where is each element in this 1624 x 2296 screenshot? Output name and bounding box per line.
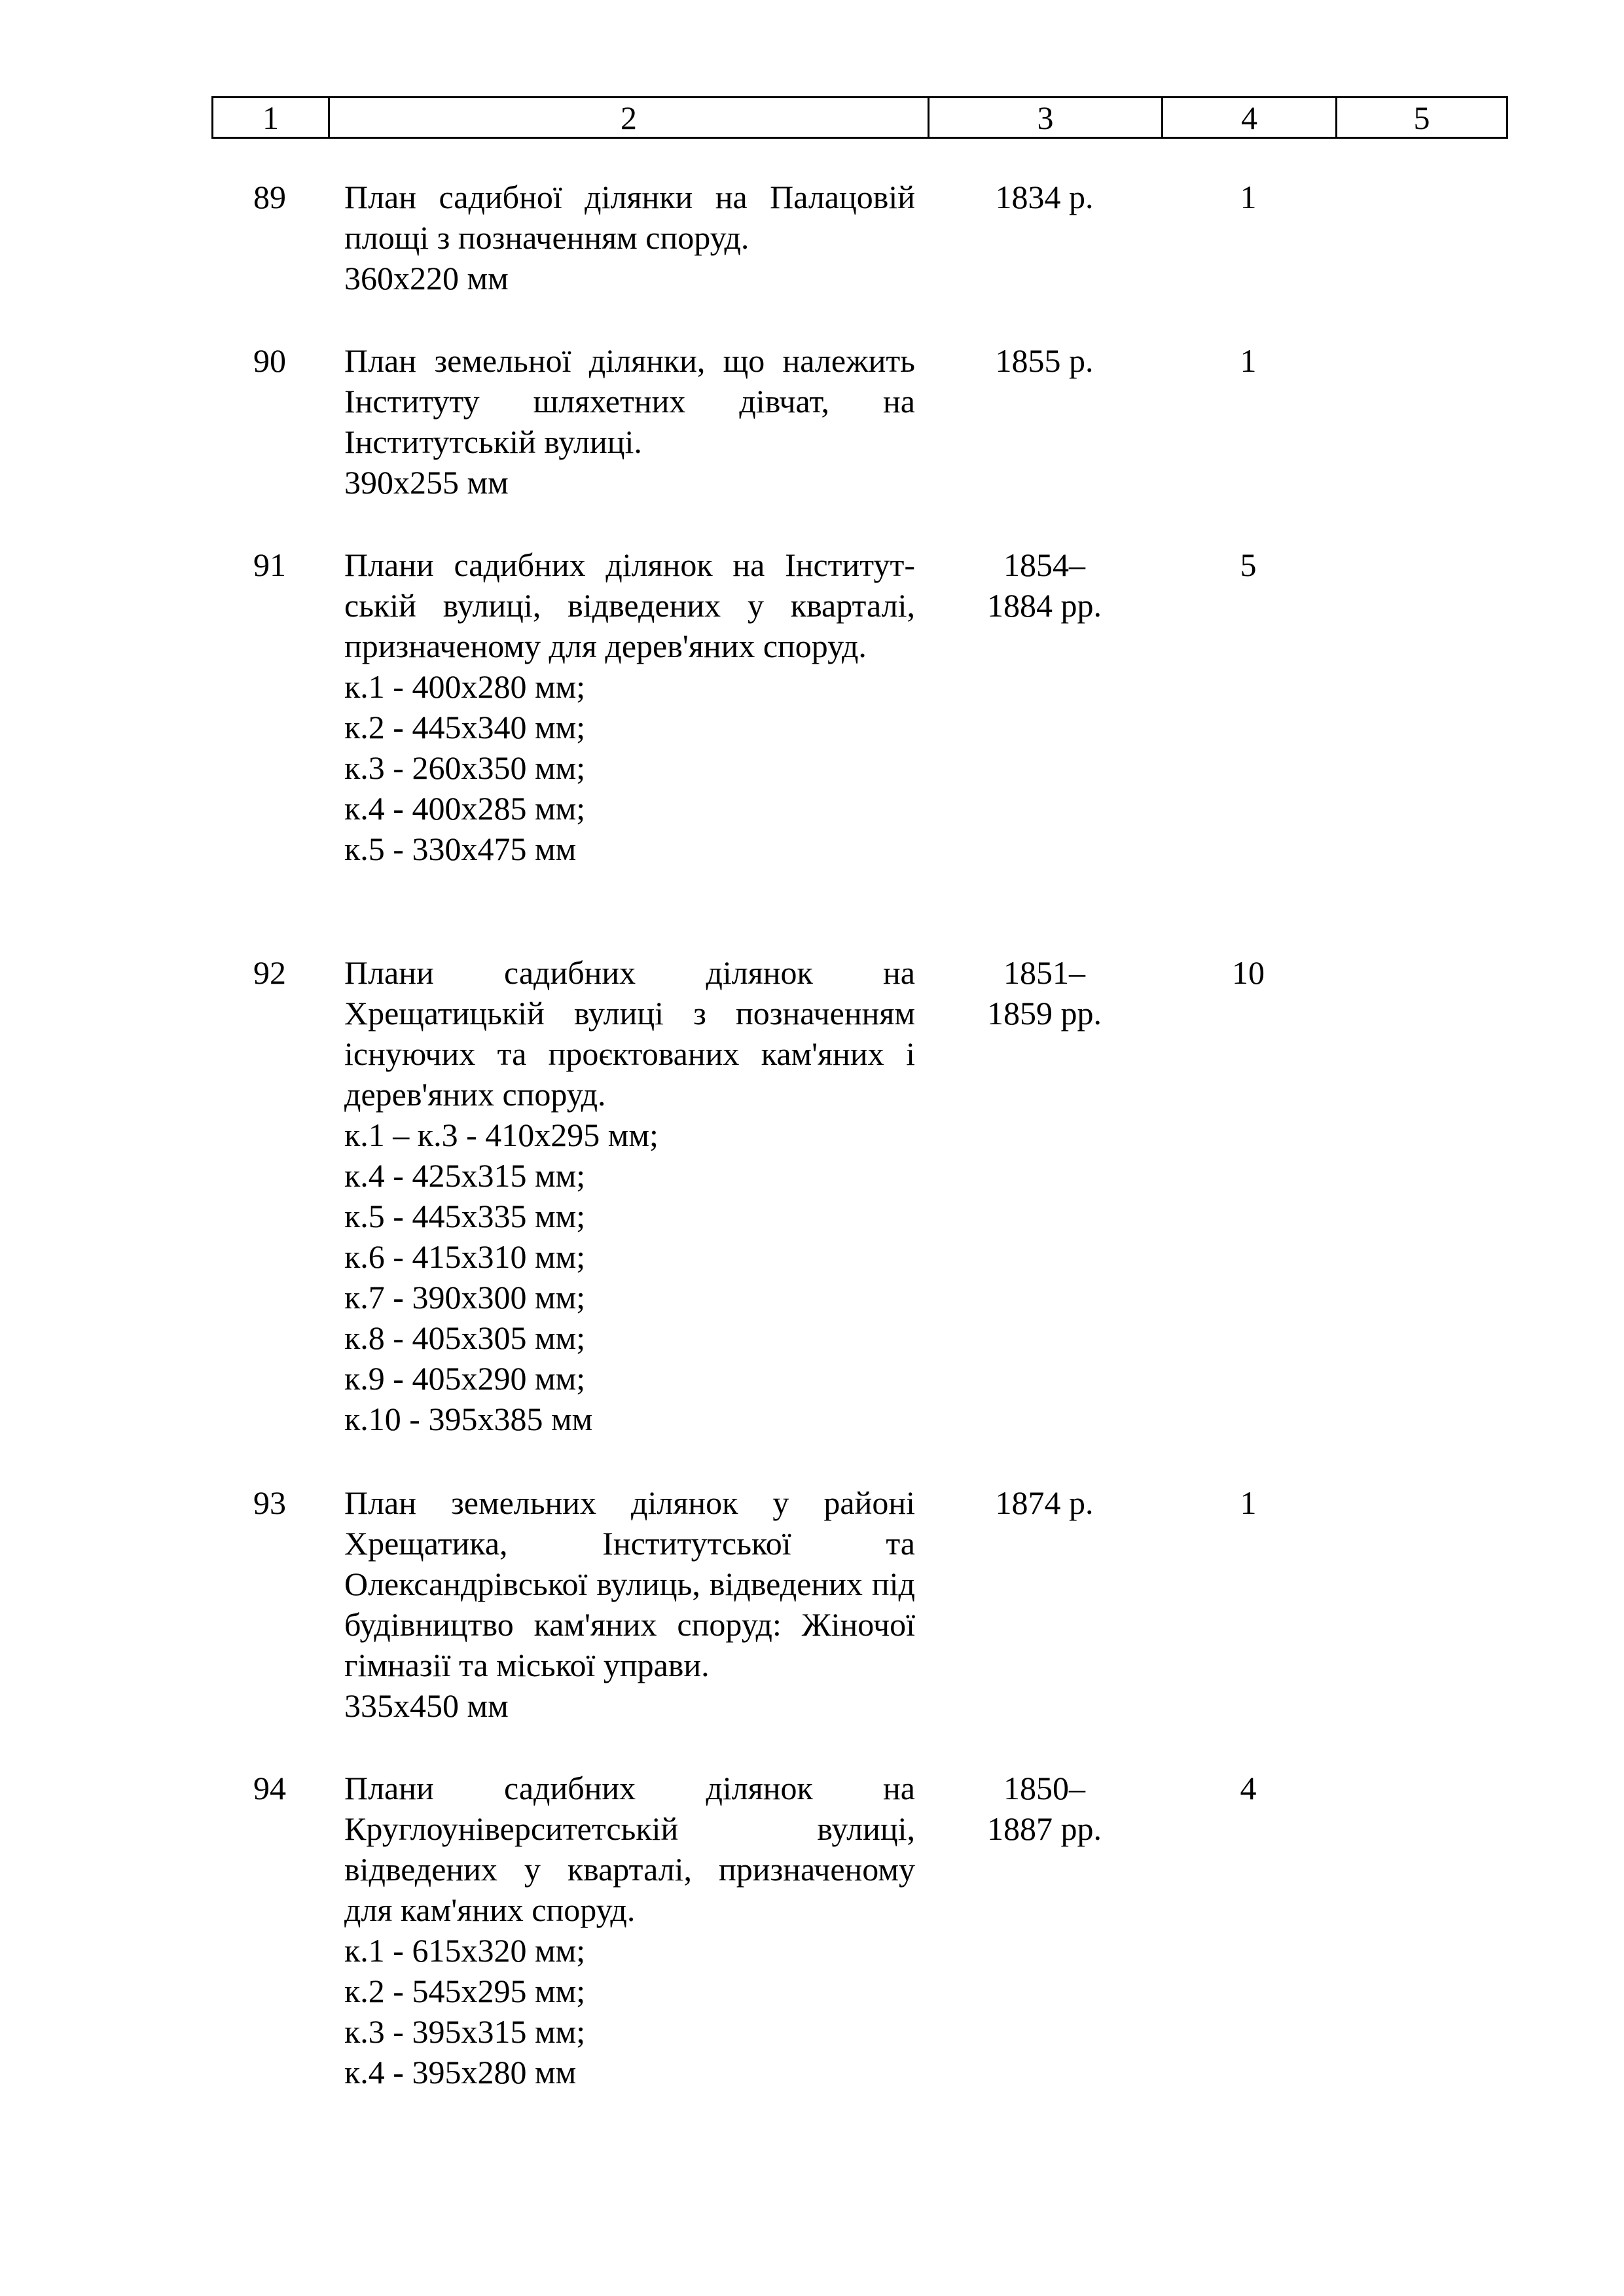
- entry-dimensions: 335х450 мм: [344, 1687, 509, 1724]
- entry-number: 90: [253, 342, 286, 379]
- entry-title: Плани садибних ділянок на Круглоуніверситетській вулиці, відведених у кварталі, призначеному для кам'яних споруд.: [344, 1770, 915, 1928]
- entry-description: [344, 340, 915, 503]
- entry-dimensions: к.1 - 615х320 мм;: [344, 1932, 586, 1969]
- entry-dimensions: к.4 - 400х285 мм;: [344, 790, 586, 827]
- entry-sheet-count: 1: [1240, 342, 1257, 379]
- entry-date: [928, 340, 1161, 381]
- entry-dimensions: к.10 - 395х385 мм: [344, 1401, 593, 1437]
- entry-number: 92: [253, 954, 286, 991]
- entry-date-line: 1859 рр.: [987, 995, 1102, 1031]
- entry-title: План садибної ділянки на Палацовій площі з позначенням споруд.: [344, 179, 915, 256]
- entry-date: [928, 1482, 1161, 1523]
- entry-date-line: 1874 р.: [995, 1484, 1094, 1521]
- entry-date-line: 1855 р.: [995, 342, 1094, 379]
- entry-title: Плани садибних ділянок на Хрещатицькій вулиці з позначенням існуючих та проєктованих кам'яних і дерев'яних споруд.: [344, 954, 915, 1113]
- entry-date-line: 1834 р.: [995, 179, 1094, 215]
- entry-date: [928, 545, 1161, 626]
- entry-dimensions: к.4 - 395х280 мм: [344, 2054, 577, 2090]
- entry-title: План земельної ділянки, що належить Інституту шляхетних дівчат, на Інститутській вулиці.: [344, 342, 915, 460]
- entry-dimensions: к.1 – к.3 - 410х295 мм;: [344, 1117, 659, 1153]
- entry-date-line: 1850–: [1003, 1770, 1085, 1806]
- entry-description: [344, 177, 915, 298]
- entry-date-line: 1884 рр.: [987, 587, 1102, 624]
- entry-date-line: 1851–: [1003, 954, 1085, 991]
- entry-description: [344, 1482, 915, 1726]
- entry-description: [344, 545, 915, 869]
- entry-dimensions: к.3 - 260х350 мм;: [344, 749, 586, 786]
- entry-dimensions: к.8 - 405х305 мм;: [344, 1319, 586, 1356]
- entry-dimensions: к.9 - 405х290 мм;: [344, 1360, 586, 1397]
- entry-sheet-count: 4: [1240, 1770, 1257, 1806]
- entry-date: [928, 1768, 1161, 1849]
- entry-dimensions: к.4 - 425х315 мм;: [344, 1157, 586, 1194]
- entry-sheet-count: 1: [1240, 179, 1257, 215]
- entry-dimensions: к.6 - 415х310 мм;: [344, 1238, 586, 1275]
- header-col-2: 2: [330, 98, 929, 137]
- header-col-3: 3: [929, 98, 1163, 137]
- entry-title: План земельних ділянок у районі Хрещатика, Інститутської та Олександрівської вулиць, відведених під будівництво кам'яних споруд: Жіночої гімназії та міської управи.: [344, 1484, 915, 1683]
- entry-title: Плани садибних ділянок на Інститут-ській вулиці, відведених у кварталі, призначеному для дерев'яних споруд.: [344, 547, 915, 664]
- column-number-header: [211, 96, 1508, 139]
- entry-dimensions: 360х220 мм: [344, 260, 509, 296]
- entry-date-line: 1887 рр.: [987, 1810, 1102, 1847]
- entry-sheet-count: 1: [1240, 1484, 1257, 1521]
- entry-dimensions: к.1 - 400х280 мм;: [344, 668, 586, 705]
- entry-sheet-count: 10: [1232, 954, 1265, 991]
- entry-dimensions: к.3 - 395х315 мм;: [344, 2013, 586, 2050]
- entry-number: 94: [253, 1770, 286, 1806]
- entry-sheet-count: 5: [1240, 547, 1257, 583]
- header-col-4: 4: [1163, 98, 1337, 137]
- entry-dimensions: к.2 - 545х295 мм;: [344, 1973, 586, 2009]
- entry-dimensions: 390х255 мм: [344, 464, 509, 501]
- entry-number: 89: [253, 179, 286, 215]
- entry-description: [344, 1768, 915, 2092]
- entry-number: 91: [253, 547, 286, 583]
- header-col-1: 1: [213, 98, 330, 137]
- entry-description: [344, 952, 915, 1439]
- entry-number: 93: [253, 1484, 286, 1521]
- entry-dimensions: к.5 - 445х335 мм;: [344, 1198, 586, 1234]
- entry-dimensions: к.7 - 390х300 мм;: [344, 1279, 586, 1316]
- entry-date-line: 1854–: [1003, 547, 1085, 583]
- header-col-5: 5: [1413, 99, 1430, 136]
- entry-date: [928, 952, 1161, 1033]
- entry-dimensions: к.2 - 445х340 мм;: [344, 709, 586, 745]
- entry-dimensions: к.5 - 330х475 мм: [344, 831, 577, 867]
- entry-date: [928, 177, 1161, 217]
